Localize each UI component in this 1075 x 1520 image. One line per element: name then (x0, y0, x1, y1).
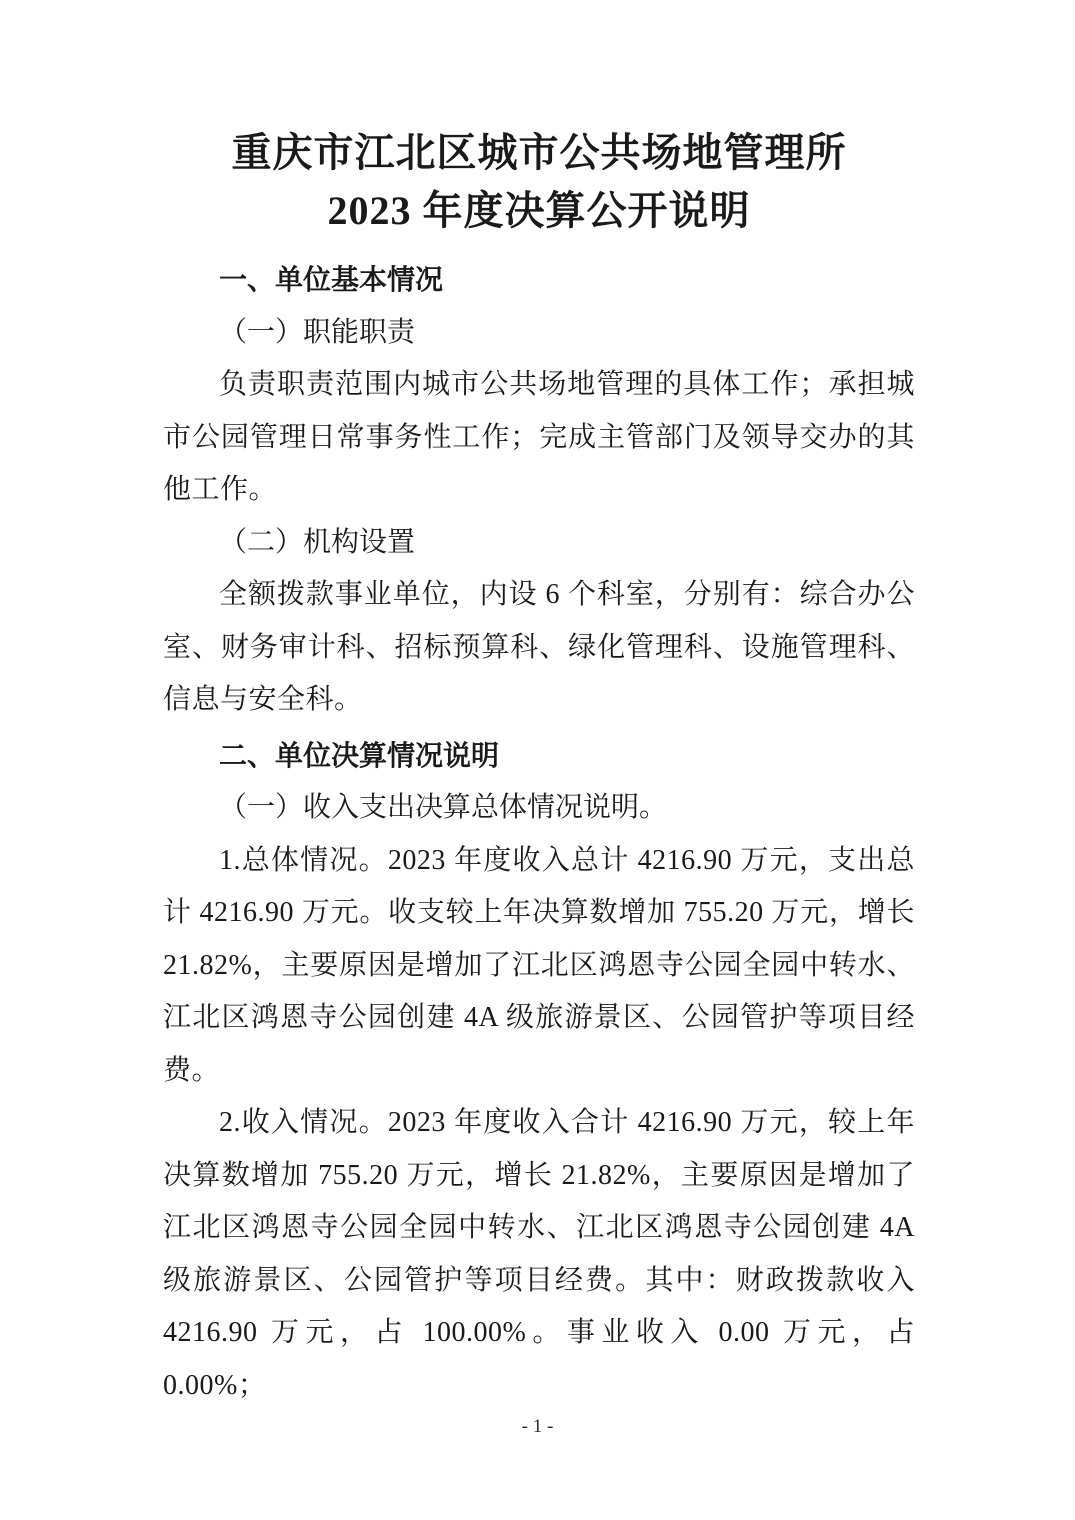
section-heading-1: 一、单位基本情况 (219, 264, 444, 295)
document-content (163, 124, 915, 1412)
paragraph-duties: 负责职责范围内城市公共场地管理的具体工作；承担城市公园管理日常事务性工作；完成主管部门及领导交办的其他工作。 (163, 369, 915, 505)
paragraph-org-structure: 全额拨款事业单位，内设 6 个科室，分别有：综合办公室、财务审计科、招标预算科、绿化管理科、设施管理科、信息与安全科。 (163, 579, 915, 715)
document-title-line-2: 2023 年度决算公开说明 (327, 188, 751, 233)
page-number: - 1 - (521, 1416, 554, 1437)
paragraph-overall-situation: 1.总体情况。2023 年度收入总计 4216.90 万元，支出总计 4216.90 万元。收支较上年决算数增加 755.20 万元，增长 21.82%，主要原因是增加了江北区鸿恩寺公园全园中转水、江北区鸿恩寺公园创建 4A 级旅游景区、公园管护等项目经费。 (163, 844, 915, 1086)
document-title (163, 124, 915, 240)
subsection-heading-2-1: （一）收入支出决算总体情况说明。 (219, 792, 668, 823)
subsection-heading-1-2: （二）机构设置 (219, 526, 416, 558)
paragraph-income-situation: 2.收入情况。2023 年度收入合计 4216.90 万元，较上年决算数增加 755.20 万元，增长 21.82%，主要原因是增加了江北区鸿恩寺公园全园中转水、江北区鸿恩寺公园创建 4A 级旅游景区、公园管护等项目经费。其中：财政拨款收入 4216.90 万元，占 100.00%。事业收入 0.00 万元，占 0.00%； (163, 1107, 915, 1401)
subsection-heading-1-1: （一）职能职责 (219, 316, 416, 348)
section-heading-2: 二、单位决算情况说明 (219, 739, 500, 771)
document-title-line-1: 重庆市江北区城市公共场地管理所 (231, 130, 847, 175)
